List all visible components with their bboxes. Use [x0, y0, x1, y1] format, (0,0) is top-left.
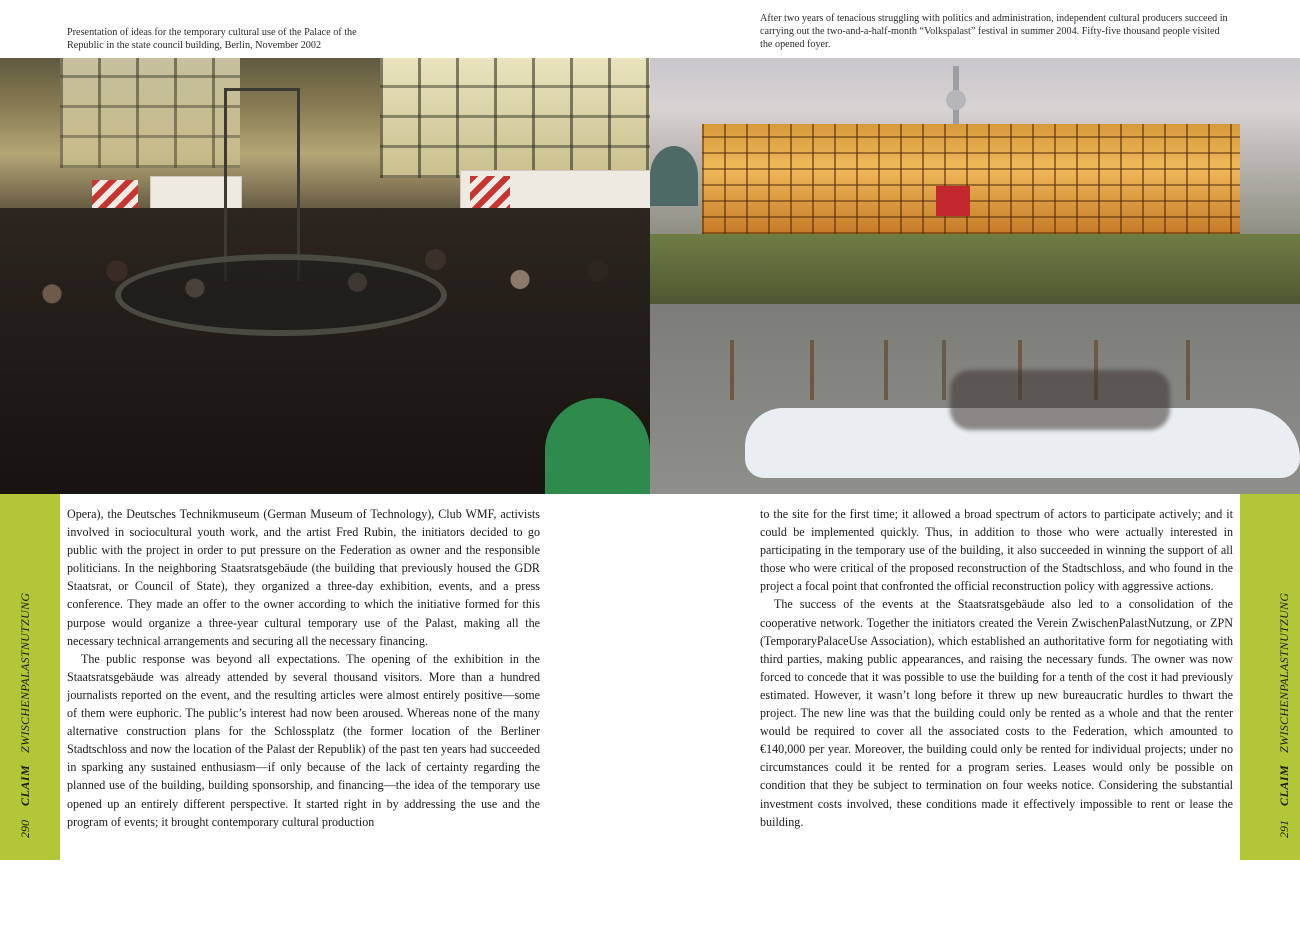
body-text-left [67, 505, 540, 831]
section-label-left: CLAIM [18, 764, 32, 806]
running-head-left [18, 593, 33, 838]
photo-bollard [942, 340, 946, 400]
body-text-right [760, 505, 1233, 831]
photo-caption-left: Presentation of ideas for the temporary cultural use of the Palace of the Republic in the state council building, Berlin, November 2002 [67, 27, 357, 51]
page-number-right: 291 [1277, 820, 1291, 838]
photo-cathedral-dome [650, 146, 698, 206]
photo-window-facade [380, 58, 650, 178]
running-head-right [1277, 593, 1292, 838]
paragraph: The success of the events at the Staatsratsgebäude also led to a consolidation of the cooperative network. Together the initiators created the Verein ZwischenPalastNutzung, or ZPN (TemporaryPalaceUse Association), which established an authoritative form for negotiating with third parties, making public appearances, and raising the necessary funds. The owner was now forced to concede that it was possible to use the building for a tenth of the cost it had previously estimated. However, it wasn’t long before it threw up new bureaucratic hurdles to thwart the project. The new line was that the building could only be rented as a whole and that the renter would be required to cover all the associated costs to the Federation, which amounted to €140,000 per year. Moreover, the building could only be rented for individual projects; under no circumstances could it be rented for a program series. Leases would only be possible on condition that they be subject to termination on four weeks notice. Considering the substantial investment costs involved, these conditions made it effectively impossible to rent or lease the building. [760, 597, 1233, 829]
paragraph: The public response was beyond all expectations. The opening of the exhibition in the Staatsratsgebäude was already attended by several thousand visitors. More than a hundred journalists reported on the event, and the resulting articles were almost entirely positive—some of them were euphoric. The public’s interest had now been aroused. Whereas none of the many alternative construction plans for the Schlossplatz (the former location of the Berliner Stadtschloss and now the location of the Palast der Republik) of the past ten years had succeeded in sparking any sustained enthusiasm—if only because of the lack of certainty regarding the planned use of the building, building sponsorship, and financing—the idea of the temporary use opened up an entirely different perspective. It started right in by addressing the use and the program of events; it brought contemporary cultural production [67, 651, 540, 829]
photo-bollard [1186, 340, 1190, 400]
photo-bollard [884, 340, 888, 400]
photo-meadow [650, 234, 1300, 304]
photo-bollard [730, 340, 734, 400]
photo-exhibition-crowd [0, 58, 650, 494]
photo-bollard [810, 340, 814, 400]
photo-palace-building [702, 124, 1240, 234]
photo-caption-right: After two years of tenacious struggling with politics and administration, independent cultural producers succeed in carrying out the two-and-a-half-month “Volkspalast” festival in summer 2004. Fifty-five thousand people visited the opened foyer. [760, 13, 1228, 50]
topic-label-left: ZWISCHENPALASTNUTZUNG [18, 592, 32, 753]
paragraph: to the site for the first time; it allowed a broad spectrum of actors to participate actively; and it could be implemented quickly. Thus, in addition to those who were actually interested in participating in the temporary use of the building, it also succeeded in winning the support of all those who were critical of the proposed reconstruction of the Stadtschloss, and who found in the project a focal point that confronted the official reconstruction policy with aggressive actions. [760, 507, 1233, 594]
photo-kinetic-sculpture [224, 88, 300, 281]
topic-label-right: ZWISCHENPALASTNUTZUNG [1277, 592, 1291, 753]
photo-car-passengers [950, 370, 1170, 430]
photo-volkspalast-sign [936, 186, 970, 216]
photo-palast-der-republik [650, 58, 1300, 494]
paragraph: Opera), the Deutsches Technikmuseum (German Museum of Technology), Club WMF, activists involved in sociocultural youth work, and the artist Fred Rubin, the initiators decided to go public with the project in order to put pressure on the Federation as owner and the responsible politicians. In the neighboring Staatsratsgebäude (the building that previously housed the GDR Staatsrat, or Council of State), they organized a three-day exhibition, events, and a press conference. They made an offer to the owner according to which the initiative formed for this purpose would organize a three-year cultural temporary use of the Palast, making all the necessary technical arrangements and securing all the necessary financing. [67, 507, 540, 648]
photo-tv-tower-ball [946, 90, 966, 110]
section-label-right: CLAIM [1277, 764, 1291, 806]
photo-sculpture-ring [115, 254, 447, 336]
photo-person-green-shirt [545, 398, 650, 494]
page-number-left: 290 [18, 820, 32, 838]
photo-window-left [60, 58, 240, 168]
